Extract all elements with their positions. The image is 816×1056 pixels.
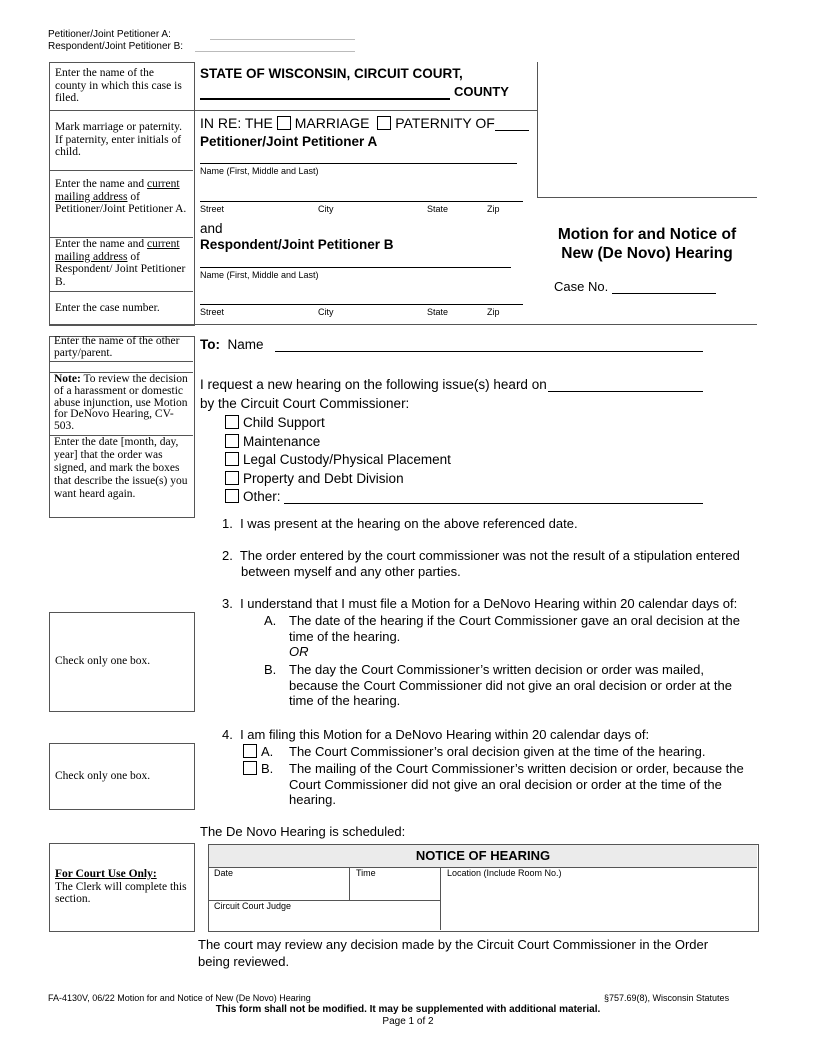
- divider: [49, 291, 193, 292]
- name-label: Name (First, Middle and Last): [200, 270, 319, 280]
- petitioner-a-label: Petitioner/Joint Petitioner A:: [48, 29, 171, 40]
- state-label: State: [427, 204, 449, 214]
- item-text: The order entered by the court commissioner was not the result of a stipulation entered between myself and any other parties.: [239, 548, 740, 579]
- instruction-emphasis: current mailing address: [55, 238, 180, 263]
- court-use-text: [55, 868, 190, 906]
- location-field[interactable]: Location (Include Room No.): [447, 868, 562, 878]
- name-label: Name (First, Middle and Last): [200, 166, 319, 176]
- item-text: I understand that I must file a Motion for a DeNovo Hearing within 20 calendar days of:: [240, 596, 738, 611]
- item-3b: The day the Court Commissioner’s written decision or order was mailed, because the Court Commissioner did not give an oral decision or order at the time of the hearing.: [289, 662, 732, 708]
- paternity-checkbox[interactable]: [377, 116, 391, 130]
- issue-label: Child Support: [243, 415, 325, 430]
- issue-label: Maintenance: [243, 433, 321, 449]
- notice-title: NOTICE OF HEARING: [209, 845, 757, 868]
- instruction-text: Enter the name and: [55, 178, 147, 190]
- check-one-label: Check only one box.: [55, 770, 151, 782]
- and-label: and: [200, 221, 223, 236]
- checkbox[interactable]: [225, 434, 239, 448]
- review-text: The court may review any decision made by the Circuit Court Commissioner in the Order being reviewed.: [198, 937, 709, 969]
- pet-a-name-field[interactable]: [200, 150, 517, 164]
- pet-a-instruction: [55, 178, 189, 216]
- checkbox[interactable]: [243, 761, 257, 775]
- request-text: I request a new hearing on the following issue(s) heard on: [200, 377, 547, 392]
- request-text-2: by the Circuit Court Commissioner:: [200, 396, 410, 411]
- checkbox[interactable]: [225, 452, 239, 466]
- court-heading: STATE OF WISCONSIN, CIRCUIT COURT,: [200, 66, 463, 81]
- statute: §757.69(8), Wisconsin Statutes: [604, 993, 730, 1003]
- in-re-line: [200, 115, 495, 131]
- marriage-label: MARRIAGE: [294, 115, 370, 131]
- item-2: 2. The order entered by the court commissioner was not the result of a stipulation entered between myself and any other parties.: [222, 548, 740, 579]
- county-instruction: Enter the name of the county in which this case is filed.: [55, 67, 182, 104]
- name-label: Name: [227, 337, 264, 352]
- marriage-checkbox[interactable]: [277, 116, 291, 130]
- county-label: COUNTY: [454, 84, 509, 99]
- page-number: Page 1 of 2: [382, 1016, 434, 1027]
- issue-label: Other:: [243, 489, 281, 505]
- check-one-label: Check only one box.: [55, 655, 151, 667]
- checkbox[interactable]: [225, 415, 239, 429]
- case-no-field[interactable]: [612, 280, 716, 294]
- to-name-field[interactable]: [275, 338, 703, 352]
- instruction-text: of Respondent/ Joint Petitioner B.: [55, 250, 186, 288]
- court-use-note: The Clerk will complete this section.: [55, 880, 187, 905]
- note-instruction: [54, 374, 190, 433]
- petitioner-a-heading: Petitioner/Joint Petitioner A: [200, 134, 378, 149]
- form-title-line-1: Motion for and Notice of: [557, 226, 737, 243]
- issue-child-support[interactable]: [225, 414, 451, 433]
- date-field[interactable]: Date: [214, 868, 234, 878]
- zip-label: Zip: [487, 307, 500, 317]
- item-text: I was present at the hearing on the above referenced date.: [240, 516, 578, 531]
- respondent-b-heading: Respondent/Joint Petitioner B: [200, 237, 394, 252]
- paternity-label: PATERNITY OF: [395, 115, 495, 131]
- respondent-b-field[interactable]: [195, 42, 355, 52]
- issue-custody[interactable]: [225, 451, 451, 470]
- to-line: [200, 337, 264, 352]
- court-use-label: For Court Use Only:: [55, 868, 157, 880]
- instruction-text: Enter the name and: [55, 238, 147, 250]
- in-re-label: IN RE: THE: [200, 115, 273, 131]
- item-text: I am filing this Motion for a DeNovo Hearing within 20 calendar days of:: [240, 727, 650, 742]
- divider: [49, 361, 193, 362]
- divider: [440, 867, 441, 930]
- street-label: Street: [200, 204, 225, 214]
- date-instruction: Enter the date [month, day, year] that the order was signed, and mark the boxes that describe the issue(s) you want heard again.: [54, 436, 188, 500]
- item-3: 3. I understand that I must file a Motion for a DeNovo Hearing within 20 calendar days of:: [222, 596, 738, 611]
- or-label: OR: [289, 644, 309, 659]
- item-4a-checkbox[interactable]: A.: [243, 744, 273, 759]
- time-field[interactable]: Time: [356, 868, 376, 878]
- item-3a: [289, 613, 749, 660]
- item-4: 4. I am filing this Motion for a DeNovo Hearing within 20 calendar days of:: [222, 727, 650, 742]
- child-initials-field[interactable]: [495, 116, 529, 131]
- divider: [349, 867, 350, 900]
- modification-notice: This form shall not be modified. It may be supplemented with additional material.: [215, 1004, 601, 1015]
- item-3a-marker: A.: [264, 613, 277, 628]
- respondent-b-label: Respondent/Joint Petitioner B:: [48, 41, 184, 52]
- other-issue-field[interactable]: [284, 490, 703, 504]
- checkbox[interactable]: [225, 489, 239, 503]
- scheduled-text: The De Novo Hearing is scheduled:: [200, 824, 406, 839]
- instruction-text: of Petitioner/Joint Petitioner A.: [55, 190, 187, 215]
- other-party-instruction: Enter the name of the other party/parent.: [54, 335, 180, 359]
- divider: [537, 62, 538, 197]
- divider: [49, 324, 757, 325]
- state-label: State: [427, 307, 449, 317]
- item-4b-checkbox[interactable]: B.: [243, 761, 273, 776]
- county-field[interactable]: [200, 85, 450, 100]
- resp-address-field[interactable]: [200, 291, 523, 305]
- note-label: Note:: [54, 373, 81, 385]
- divider: [537, 197, 757, 198]
- divider: [49, 170, 193, 171]
- case-no-label: Case No.: [554, 279, 609, 294]
- to-label: To:: [200, 337, 220, 352]
- city-label: City: [318, 307, 334, 317]
- zip-label: Zip: [487, 204, 500, 214]
- judge-field[interactable]: Circuit Court Judge: [214, 901, 292, 911]
- resp-name-field[interactable]: [200, 254, 511, 268]
- form-title-line-2: New (De Novo) Hearing: [561, 245, 733, 262]
- form-title: [537, 225, 757, 263]
- checkbox[interactable]: [225, 471, 239, 485]
- issue-property[interactable]: [225, 470, 451, 489]
- issue-label: Legal Custody/Physical Placement: [243, 452, 451, 468]
- case-number-instruction: Enter the case number.: [55, 302, 160, 314]
- checkbox[interactable]: [243, 744, 257, 758]
- item-1: 1. I was present at the hearing on the above referenced date.: [222, 516, 578, 531]
- item-4b: The mailing of the Court Commissioner’s written decision or order, because the Court Commissioner did not give an oral decision or order at the time of the hearing.: [289, 761, 744, 807]
- marriage-instruction: Mark marriage or paternity. If paternity, enter initials of child.: [55, 121, 182, 158]
- item-text: The date of the hearing if the Court Commissioner gave an oral decision at the time of the hearing.: [289, 613, 740, 644]
- divider: [49, 110, 537, 111]
- petitioner-a-field[interactable]: [210, 30, 355, 40]
- issue-label: Property and Debt Division: [243, 470, 404, 486]
- note-text: To review the decision of a harassment or domestic abuse injunction, use Motion for DeNovo Hearing, CV-503.: [54, 373, 188, 433]
- item-3b-marker: B.: [264, 662, 277, 677]
- instruction-emphasis: current mailing address: [55, 178, 180, 203]
- city-label: City: [318, 204, 334, 214]
- street-label: Street: [200, 307, 225, 317]
- hearing-date-field[interactable]: [548, 378, 703, 392]
- item-4a: The Court Commissioner’s oral decision given at the time of the hearing.: [289, 744, 706, 759]
- pet-a-address-field[interactable]: [200, 188, 523, 202]
- issue-maintenance[interactable]: [225, 433, 451, 452]
- form-number: FA-4130V, 06/22 Motion for and Notice of New (De Novo) Hearing: [48, 993, 311, 1003]
- resp-instruction: [55, 238, 189, 288]
